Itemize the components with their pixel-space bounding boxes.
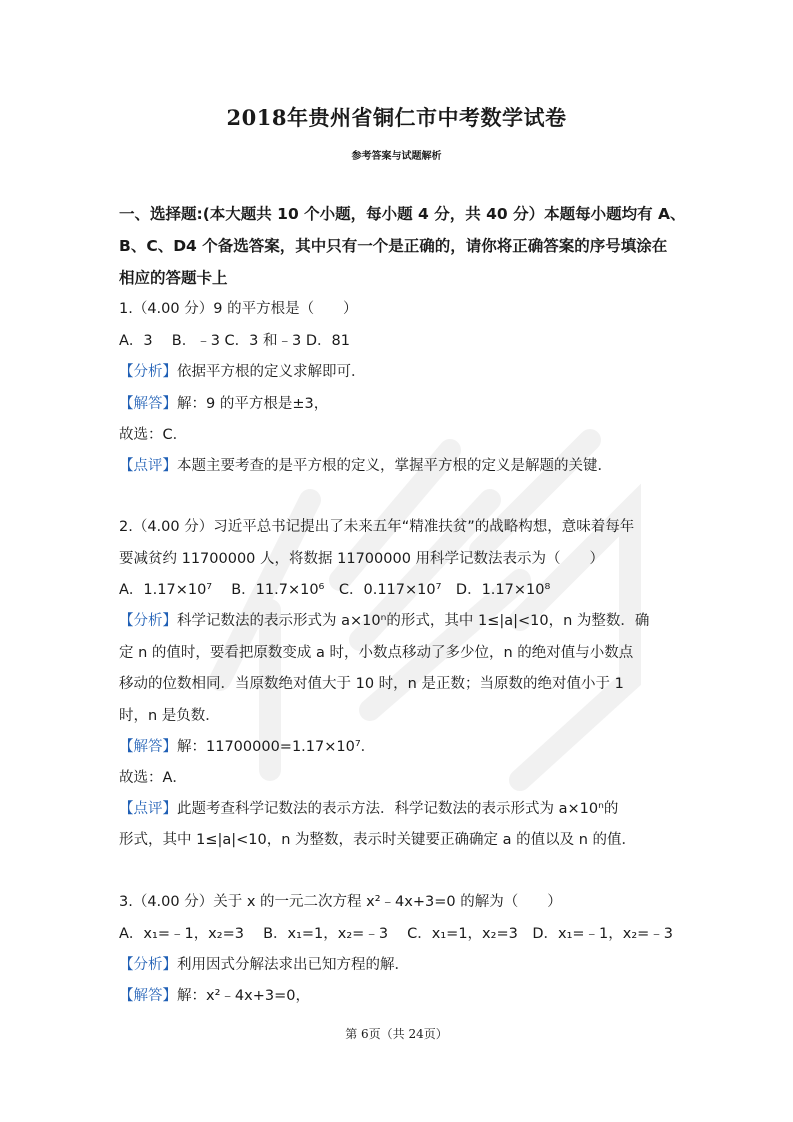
- page-title: 2018年贵州省铜仁市中考数学试卷: [226, 105, 567, 130]
- q2-analysis-text: 科学记数法的表示形式为 a×10ⁿ的形式，其中 1≤|a|<10，n 为整数．确: [177, 613, 650, 629]
- answer-tag: 【解答】: [119, 396, 177, 412]
- q2-analysis-line3: 移动的位数相同．当原数绝对值大于 10 时，n 是正数；当原数的绝对值小于 1: [119, 676, 624, 692]
- analysis-tag: 【分析】: [119, 613, 177, 629]
- comment-tag: 【点评】: [119, 458, 177, 474]
- q2-options: A．1.17×10⁷ B．11.7×10⁶ C．0.117×10⁷ D．1.17×10⁸: [119, 582, 551, 598]
- q1-answer-text: 解：9 的平方根是±3，: [177, 396, 329, 412]
- q1-analysis: [119, 362, 366, 382]
- q2-stem-line1: 2.（4.00 分）习近平总书记提出了未来五年“精准扶贫”的战略构想，意味着每年: [119, 519, 635, 535]
- q2-answer-text: 解：11700000=1.17×10⁷．: [177, 739, 376, 755]
- q2-comment-text: 此题考查科学记数法的表示方法．科学记数法的表示形式为 a×10ⁿ的: [177, 801, 619, 817]
- analysis-tag: 【分析】: [119, 364, 177, 380]
- analysis-tag: 【分析】: [119, 957, 177, 973]
- q1-options: A．3 B．﹣3 C．3 和﹣3 D．81: [119, 333, 350, 349]
- q2-comment-line2: 形式，其中 1≤|a|<10，n 为整数，表示时关键要正确确定 a 的值以及 n 的值．: [119, 832, 637, 848]
- q1-comment-text: 本题主要考查的是平方根的定义，掌握平方根的定义是解题的关键．: [177, 458, 612, 474]
- q2-analysis-line2: 定 n 的值时，要看把原数变成 a 时，小数点移动了多少位，n 的绝对值与小数点: [119, 645, 634, 661]
- section-heading-line1: 一、选择题:(本大题共 10 个小题，每小题 4 分，共 40 分）本题每小题均有 A、: [119, 205, 686, 223]
- q1-comment: [119, 456, 612, 476]
- q1-analysis-text: 依据平方根的定义求解即可．: [177, 364, 366, 380]
- q2-choice: 故选：A．: [119, 770, 187, 786]
- q2-comment-line1: [119, 799, 618, 819]
- answer-tag: 【解答】: [119, 988, 177, 1004]
- q3-analysis: [119, 955, 409, 975]
- answer-tag: 【解答】: [119, 739, 177, 755]
- q1-answer: [119, 394, 328, 414]
- section-heading-line3: 相应的答题卡上: [119, 269, 228, 287]
- q2-analysis-line1: [119, 611, 649, 631]
- q2-answer: [119, 737, 375, 757]
- q1-stem: 1.（4.00 分）9 的平方根是（ ）: [119, 301, 358, 317]
- q3-analysis-text: 利用因式分解法求出已知方程的解．: [177, 957, 409, 973]
- q3-answer-text: 解：x²﹣4x+3=0，: [177, 988, 310, 1004]
- q3-options: A．x₁=﹣1，x₂=3 B．x₁=1，x₂=﹣3 C．x₁=1，x₂=3 D．x₁=﹣1，x₂=﹣3: [119, 926, 674, 942]
- comment-tag: 【点评】: [119, 801, 177, 817]
- section-heading-line2: B、C、D4 个备选答案，其中只有一个是正确的，请你将正确答案的序号填涂在: [119, 237, 668, 255]
- page-subtitle: 参考答案与试题解析: [351, 151, 442, 162]
- q1-choice: 故选：C．: [119, 427, 188, 443]
- q2-analysis-line4: 时，n 是负数．: [119, 708, 220, 724]
- q3-stem: 3.（4.00 分）关于 x 的一元二次方程 x²﹣4x+3=0 的解为（ ）: [119, 894, 562, 910]
- page-footer: 第 6页（共 24页）: [345, 1027, 448, 1041]
- q3-answer: [119, 986, 310, 1006]
- q2-stem-line2: 要减贫约 11700000 人，将数据 11700000 用科学记数法表示为（ ）: [119, 551, 605, 567]
